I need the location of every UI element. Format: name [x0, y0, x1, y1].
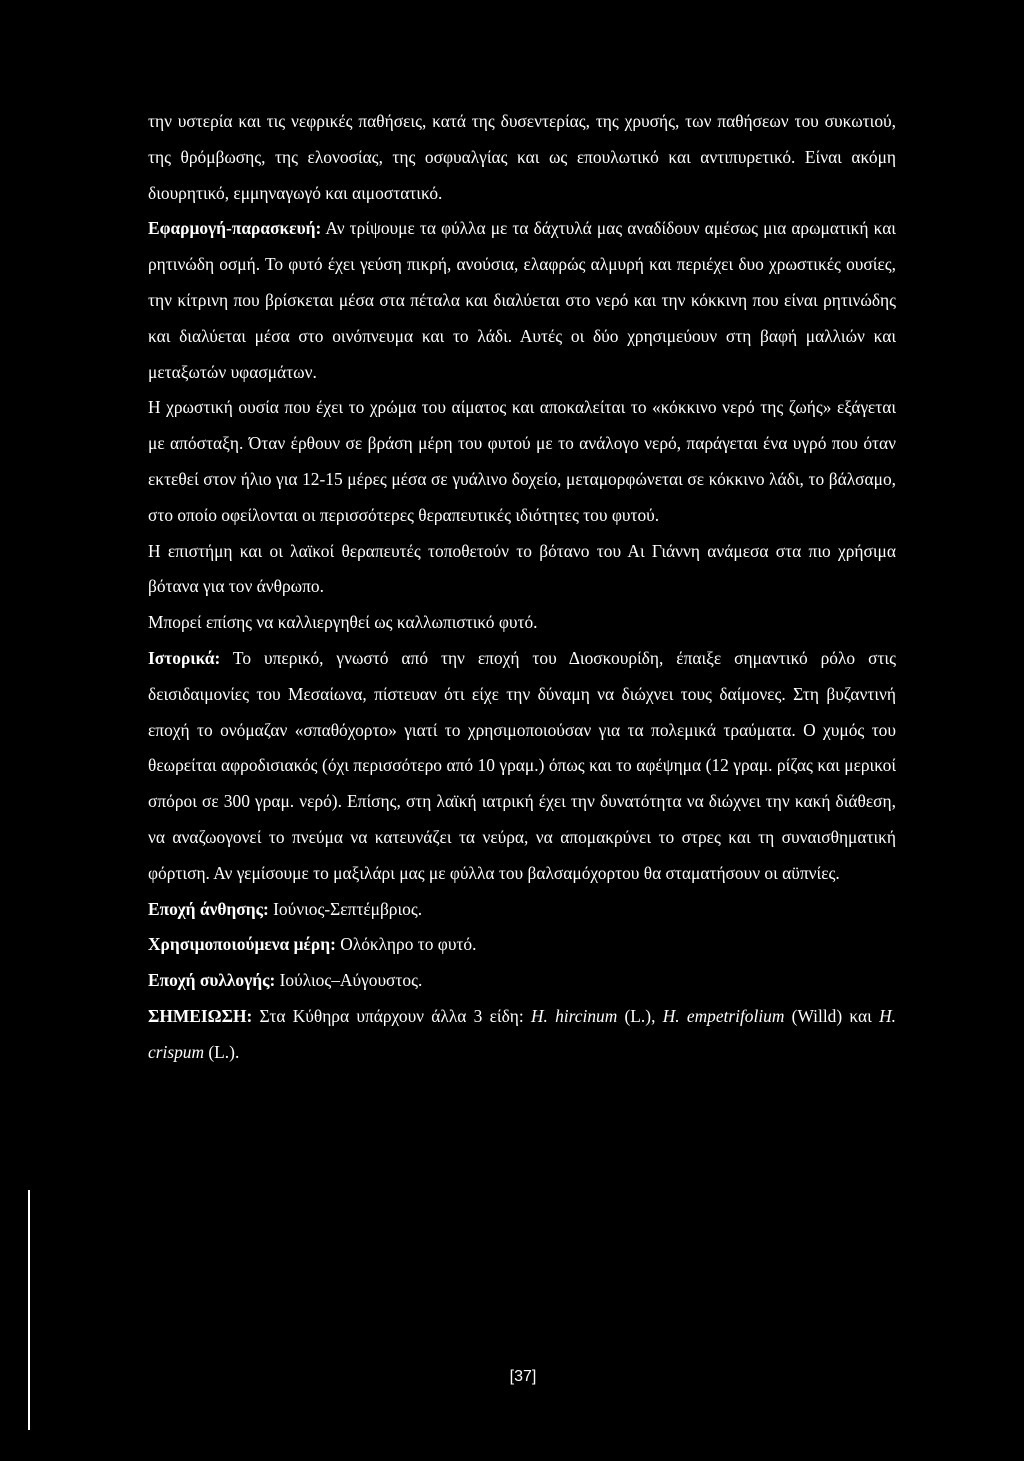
- species-name: H. hircinum: [530, 1005, 618, 1026]
- species-name: H. crispum: [148, 1005, 896, 1062]
- paragraph: [148, 927, 896, 963]
- text-run: Αν τρίψουμε τα φύλλα με τα δάχτυλά μας αναδίδουν αμέσως μια αρωματική και ρητινώδη οσμή. Το φυτό έχει γεύση πικρή, ανούσια, ελαφρώς αλμυρή και περιέχει δυο χρωστικές ουσίες, την κίτρινη που βρίσκεται μέσα στα πέταλα και διαλύεται στο νερό και την κόκκινη που είναι ρητινώδης και διαλύεται μέσα στο οινόπνευμα και το λάδι. Αυτές οι δύο χρησιμεύουν στη βαφή μαλλιών και μεταξωτών υφασμάτων.: [148, 218, 896, 382]
- page-number: [37]: [509, 1368, 537, 1385]
- text-run: Το υπερικό, γνωστό από την εποχή του Διοσκουρίδη, έπαιξε σημαντικό ρόλο στις δεισιδαιμονίες του Μεσαίωνα, πίστευαν ότι είχε την δύναμη να διώχνει τους δαίμονες. Στη βυζαντινή εποχή το ονόμαζαν «σπαθόχορτο» γιατί το χρησιμοποιούσαν για τα πολεμικά τραύματα. Ο χυμός του θεωρείται αφροδισιακός (όχι περισσότερο από 10 γραμ.) όπως και το αφέψημα (12 γραμ. ρίζας και μερικοί σπόροι σε 300 γραμ. νερό). Επίσης, στη λαϊκή ιατρική έχει την δυνατότητα να διώχνει την κακή διάθεση, να αναζωογονεί το πνεύμα να κατευνάζει τα νεύρα, να απομακρύνει το στρες και τη συναισθηματική φόρτιση. Αν γεμίσουμε το μαξιλάρι μας με φύλλα του βαλσαμόχορτου θα σταματήσουν οι αϋπνίες.: [148, 647, 896, 883]
- text-run: την υστερία και τις νεφρικές παθήσεις, κατά της δυσεντερίας, της χρυσής, των παθήσεων του συκωτιού, της θρόμβωσης, της ελονοσίας, της οσφυαλγίας και ως επουλωτικό και αντιπυρετικό. Είναι ακόμη διουρητικό, εμμηναγωγό και αιμοστατικό.: [148, 111, 896, 203]
- paragraph: [148, 534, 896, 606]
- text-run: (L.),: [617, 1005, 663, 1026]
- paragraph: [148, 390, 896, 533]
- text-run: Ολόκληρο το φυτό.: [335, 934, 477, 955]
- paragraph: [148, 963, 896, 999]
- paragraph: [148, 641, 896, 892]
- section-label: Εποχή άνθησης:: [148, 898, 269, 919]
- text-run: (Willd) και: [784, 1005, 880, 1026]
- section-label: Ιστορικά:: [148, 647, 221, 668]
- paragraph: [148, 892, 896, 928]
- text-run: Μπορεί επίσης να καλλιεργηθεί ως καλλωπιστικό φυτό.: [148, 612, 538, 633]
- text-run: Στα Κύθηρα υπάρχουν άλλα 3 είδη:: [252, 1005, 531, 1026]
- margin-rule: [28, 1190, 30, 1430]
- section-label: Εφαρμογή-παρασκευή:: [148, 218, 322, 239]
- species-name: H. empetrifolium: [662, 1005, 785, 1026]
- text-run: Η χρωστική ουσία που έχει το χρώμα του αίματος και αποκαλείται το «κόκκινο νερό της ζωής» εξάγεται με απόσταξη. Όταν έρθουν σε βράση μέρη του φυτού με το ανάλογο νερό, παράγεται ένα υγρό που όταν εκτεθεί στον ήλιο για 12-15 μέρες μέσα σε γυάλινο δοχείο, μεταμορφώνεται σε κόκκινο λάδι, το βάλσαμο, στο οποίο οφείλονται οι περισσότερες θεραπευτικές ιδιότητες του φυτού.: [148, 397, 896, 525]
- section-label: Εποχή συλλογής:: [148, 970, 276, 991]
- body-text: [148, 104, 896, 1071]
- text-run: Ιούλιος–Αύγουστος.: [275, 970, 423, 991]
- paragraph: [148, 104, 896, 211]
- text-run: (L.).: [204, 1041, 240, 1062]
- text-run: Ιούνιος-Σεπτέμβριος.: [268, 898, 423, 919]
- text-run: Η επιστήμη και οι λαϊκοί θεραπευτές τοποθετούν το βότανο του Αι Γιάννη ανάμεσα στα πιο χρήσιμα βότανα για τον άνθρωπο.: [148, 540, 896, 597]
- section-label: Χρησιμοποιούμενα μέρη:: [148, 934, 336, 955]
- section-label: ΣΗΜΕΙΩΣΗ:: [148, 1005, 253, 1026]
- paragraph: [148, 211, 896, 390]
- paragraph: [148, 999, 896, 1071]
- paragraph: [148, 605, 896, 641]
